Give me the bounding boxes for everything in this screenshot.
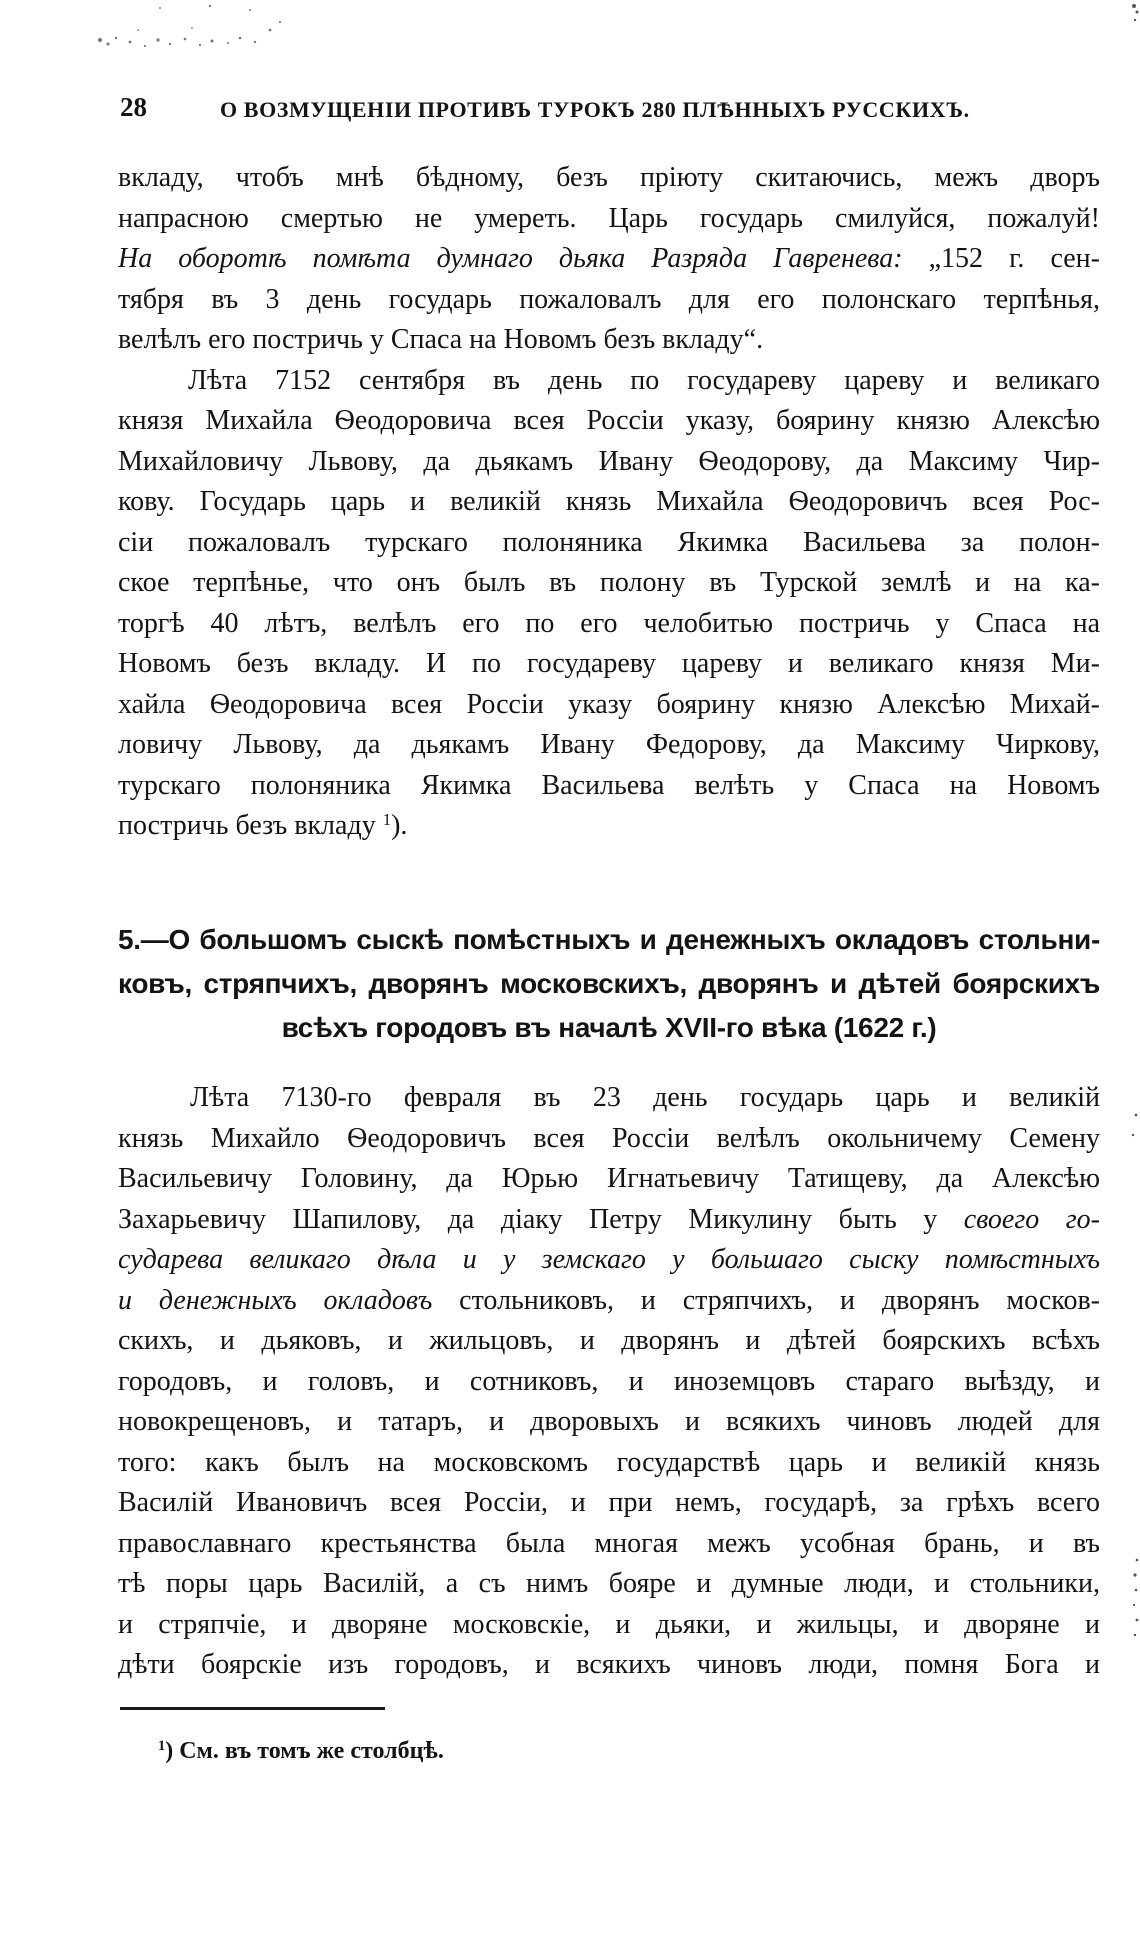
text-fragment: Захарьевичу Шапилову, да дiаку Петру Микулину быть у: [118, 1203, 938, 1235]
text-line: тября въ 3 день государь пожаловалъ для его полонскаго терпѣнья,: [118, 283, 1100, 315]
text-line: городовъ, и головъ, и сотниковъ, и иноземцовъ стараго выѣзду, и: [118, 1365, 1100, 1397]
text-line: турскаго полоняника Якимка Васильева велѣть у Спаса на Новомъ: [118, 769, 1100, 801]
text-line: Новомъ безъ вкладу. И по государеву цареву и великаго князя Ми-: [118, 648, 1100, 679]
scan-edge-noise-graphic: [1120, 0, 1140, 1937]
italic-fragment: и денежныхъ окладовъ: [118, 1284, 433, 1316]
text-line: торгѣ 40 лѣтъ, велѣлъ его по его челобитью постричь у Спаса на: [118, 607, 1100, 639]
running-title: О ВОЗМУЩЕНІИ ПРОТИВЪ ТУРОКЪ 280 ПЛѢННЫХЪ РУССКИХЪ.: [220, 97, 970, 122]
text-line: [118, 806, 1100, 847]
text-line: князь Михайло Ѳеодоровичъ всея Россiи велѣлъ окольничему Семену: [118, 1122, 1100, 1154]
text-fragment: постричь безъ вкладу: [118, 810, 376, 841]
text-line: Михайловичу Львову, да дьякамъ Ивану Ѳеодорову, да Максиму Чир-: [118, 445, 1100, 477]
text-line: того: какъ былъ на московскомъ государствѣ царь и великiй князь: [118, 1446, 1100, 1478]
text-line: велѣлъ его постричь у Спаса на Новомъ безъ вкладу“.: [118, 324, 764, 355]
footnote-divider: [120, 1707, 385, 1710]
text-line: [118, 239, 1100, 280]
text-line: сiи пожаловалъ турскаго полоняника Якимка Васильева за полон-: [118, 526, 1100, 558]
text-line: [118, 1200, 1100, 1241]
text-fragment: стольниковъ, и стряпчихъ, и дворянъ москов-: [459, 1284, 1100, 1316]
text-line: скихъ, и дьяковъ, и жильцовъ, и дворянъ и дѣтей боярскихъ всѣхъ: [118, 1325, 1100, 1356]
footnote-text: ) См. въ томъ же столбцѣ.: [165, 1738, 444, 1764]
heading-line: 5.—О большомъ сыскѣ помѣстныхъ и денежныхъ окладовъ стольни-: [118, 924, 1100, 955]
text-line: дѣти боярскiе изъ городовъ, и всякихъ чиновъ люди, помня Бога и: [118, 1649, 1100, 1680]
text-line: кову. Государь царь и великiй князь Михайла Ѳеодоровичъ всея Рос-: [118, 486, 1100, 517]
text-line: напрасною смертью не умереть. Царь государь смилуйся, пожалуй!: [118, 202, 1100, 234]
footnote-reference: 1: [382, 809, 392, 829]
text-line: ловичу Львову, да дьякамъ Ивану Федорову, да Максиму Чиркову,: [118, 729, 1100, 760]
text-line: тѣ поры царь Василiй, а съ нимъ бояре и думные люди, и стольники,: [118, 1568, 1100, 1599]
section-heading: [118, 918, 1100, 1050]
text-line: новокрещеновъ, и татаръ, и дворовыхъ и всякихъ чиновъ людей для: [118, 1406, 1100, 1437]
text-fragment: „152 г. сен-: [928, 243, 1100, 274]
text-line: ское терпѣнье, что онъ былъ въ полону въ Турской землѣ и на ка-: [118, 567, 1100, 598]
footnote: [158, 1738, 444, 1765]
text-fragment: ).: [391, 810, 408, 841]
section1-text: [118, 158, 1100, 847]
text-line: Лѣта 7152 сентября въ день по государеву цареву и великаго: [188, 364, 1100, 396]
text-line: князя Михайла Ѳеодоровича всея Россiи указу, боярину князю Алексѣю: [118, 405, 1100, 436]
scan-specks-graphic: [90, 0, 350, 70]
section2-text: [118, 1078, 1100, 1686]
text-line: и стряпчiе, и дворяне московскiе, и дьяки, и жильцы, и дворяне и: [118, 1608, 1100, 1640]
text-line: вкладу, чтобъ мнѣ бѣдному, безъ прiюту скитаючись, межъ дворъ: [118, 162, 1100, 193]
page-number: 28: [120, 92, 147, 122]
text-line: [118, 1281, 1100, 1322]
italic-fragment: своего го-: [963, 1203, 1100, 1235]
text-line: Лѣта 7130-го февраля въ 23 день государь царь и великiй: [190, 1082, 1100, 1113]
text-line: православнаго крестьянства была многая межъ усобная брань, и въ: [118, 1527, 1100, 1559]
text-line: сударева великаго дѣла и у земскаго у большаго сыску помѣстныхъ: [118, 1244, 1100, 1275]
text-line: Васильевичу Головину, да Юрью Игнатьевичу Татищеву, да Алексѣю: [118, 1163, 1100, 1194]
italic-note: На оборотѣ помѣта думнаго дьяка Разряда Гавренева:: [118, 243, 903, 274]
footnote-marker: 1: [158, 1738, 166, 1755]
running-header: [120, 92, 1020, 132]
heading-line: ковъ, стряпчихъ, дворянъ московскихъ, дворянъ и дѣтей боярскихъ: [118, 968, 1100, 999]
text-line: Василiй Ивановичъ всея Россiи, и при немъ, государѣ, за грѣхъ всего: [118, 1487, 1100, 1518]
heading-line: всѣхъ городовъ въ началѣ XVII-го вѣка (1622 г.): [281, 1012, 937, 1043]
text-line: хайла Ѳеодоровича всея Россiи указу боярину князю Алексѣю Михай-: [118, 688, 1100, 720]
